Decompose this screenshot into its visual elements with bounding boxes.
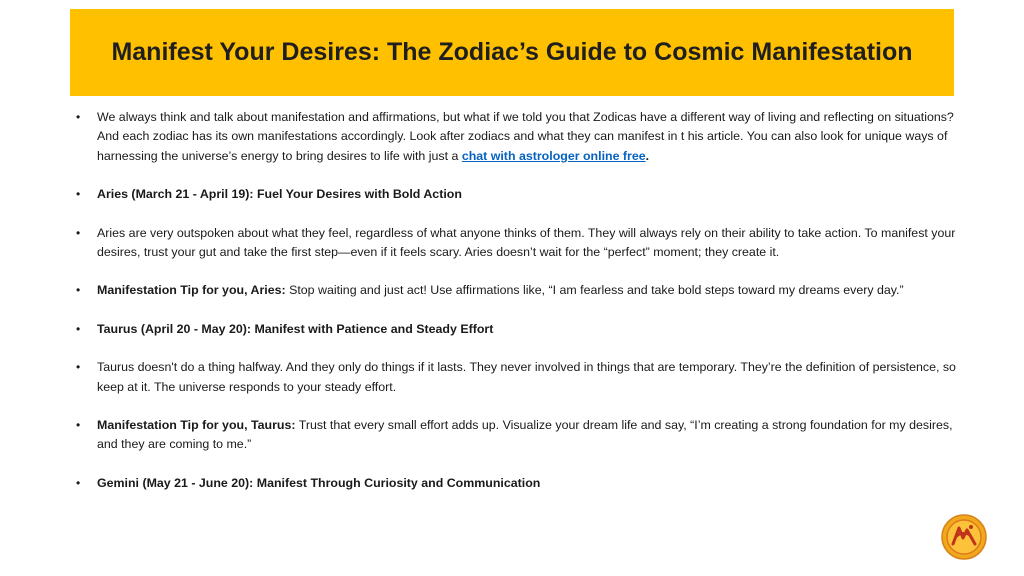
taurus-text-item xyxy=(76,358,956,397)
intro-paragraph xyxy=(76,108,956,166)
taurus-heading-item xyxy=(76,320,956,339)
aries-heading: Aries (March 21 - April 19): Fuel Your Desires with Bold Action xyxy=(97,187,462,202)
taurus-tip-item xyxy=(76,416,956,455)
intro-end: . xyxy=(645,148,650,163)
aries-text: Aries are very outspoken about what they feel, regardless of what anyone thinks of them. They will always rely on their ability to take action. To manifest your desires, trust your gut and take the first step—even if it feels scary. Aries doesn’t wait for the “perfect” moment; they create it. xyxy=(97,225,956,260)
bullet-icon: • xyxy=(76,225,81,240)
bullet-icon: • xyxy=(76,475,81,490)
taurus-text: Taurus doesn't do a thing halfway. And they only do things if it lasts. They never involved in things that are temporary. They’re the definition of persistence, so keep at it. The universe responds to your steady effort. xyxy=(97,360,956,394)
astrology-logo-icon xyxy=(941,514,987,560)
taurus-tip-text: Trust that every small effort adds up. Visualize your dream life and say, “I’m creating a strong foundation for my desires, and they are coming to me.” xyxy=(97,418,953,452)
title-banner xyxy=(70,9,954,96)
aries-tip-item xyxy=(76,281,956,300)
page-title: Manifest Your Desires: The Zodiac’s Guide to Cosmic Manifestation xyxy=(111,38,913,66)
aries-text-item xyxy=(76,224,956,263)
aries-heading-item xyxy=(76,185,956,204)
bullet-icon: • xyxy=(76,283,81,298)
taurus-tip-label: Manifestation Tip for you, Taurus: xyxy=(97,418,296,433)
gemini-heading: Gemini (May 21 - June 20): Manifest Through Curiosity and Communication xyxy=(97,475,541,490)
bullet-icon: • xyxy=(76,187,81,202)
bullet-icon: • xyxy=(76,110,81,124)
aries-tip-text: Stop waiting and just act! Use affirmations like, “I am fearless and take bold steps toward my dreams every day.” xyxy=(285,283,904,298)
content-body xyxy=(76,108,956,512)
aries-tip-label: Manifestation Tip for you, Aries: xyxy=(97,283,286,298)
bullet-icon: • xyxy=(76,321,81,336)
intro-text: We always think and talk about manifestation and affirmations, but what if we told you that Zodicas have a different way of living and reflecting on situations? And each zodiac has its own manifestations accordingly. Look after zodiacs and what they can manifest in t his article. You can also look for unique ways of harnessing the universe’s energy to bring desires to life with just a xyxy=(97,110,954,163)
astrologer-chat-link[interactable]: chat with astrologer online free xyxy=(461,148,646,163)
gemini-heading-item xyxy=(76,474,956,493)
taurus-heading: Taurus (April 20 - May 20): Manifest with Patience and Steady Effort xyxy=(97,321,494,336)
bullet-icon: • xyxy=(76,418,81,433)
bullet-icon: • xyxy=(76,360,81,375)
